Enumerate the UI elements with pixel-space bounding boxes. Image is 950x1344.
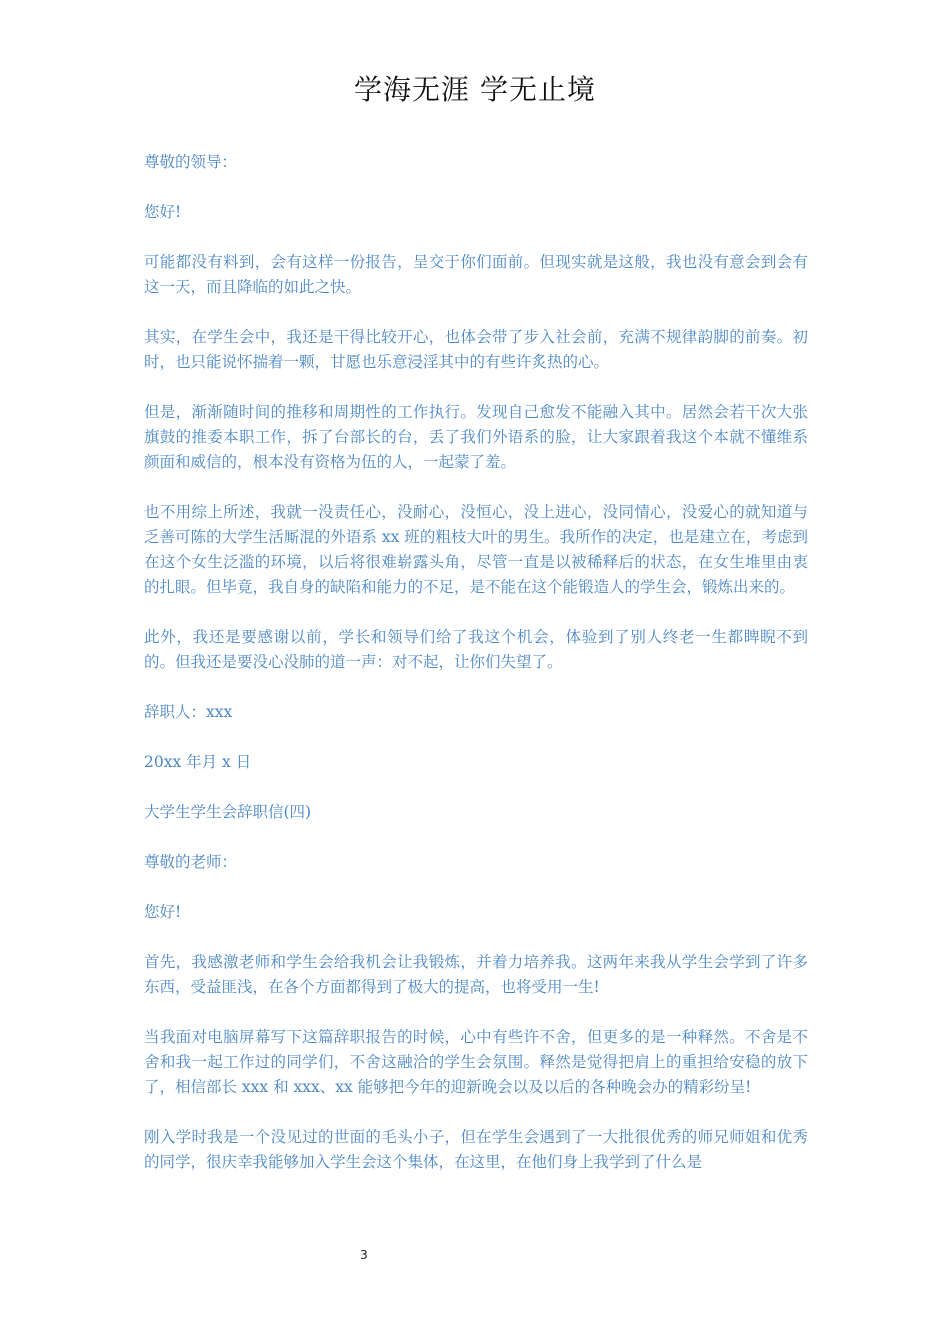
- salutation: 尊敬的老师：: [144, 853, 238, 871]
- greeting: 您好!: [144, 203, 182, 221]
- date-line: 20xx 年月 x 日: [144, 753, 252, 771]
- salutation: 尊敬的领导：: [144, 153, 238, 171]
- body-paragraph: 但是，渐渐随时间的推移和周期性的工作执行。发现自己愈发不能融入其中。居然会若干次大张旗鼓的推委本职工作，拆了台部长的台，丢了我们外语系的脸，让大家跟着我这个本就不懂维系颜面和威信的，根本没有资格为伍的人，一起蒙了羞。: [144, 403, 808, 471]
- section-title: 大学生学生会辞职信(四): [144, 803, 312, 821]
- page-number: 3: [360, 1248, 368, 1262]
- signature: 辞职人：xxx: [144, 703, 233, 721]
- greeting: 您好!: [144, 903, 182, 921]
- body-paragraph: 此外，我还是要感谢以前，学长和领导们给了我这个机会，体验到了别人终老一生都睥睨不到的。但我还是要没心没肺的道一声：对不起，让你们失望了。: [144, 628, 808, 671]
- document-body: [144, 150, 808, 1200]
- body-paragraph: 刚入学时我是一个没见过的世面的毛头小子，但在学生会遇到了一大批很优秀的师兄师姐和优秀的同学，很庆幸我能够加入学生会这个集体，在这里，在他们身上我学到了什么是: [144, 1128, 808, 1171]
- body-paragraph: 首先，我感激老师和学生会给我机会让我锻炼，并着力培养我。这两年来我从学生会学到了许多东西，受益匪浅，在各个方面都得到了极大的提高，也将受用一生!: [144, 953, 808, 996]
- body-paragraph: 也不用综上所述，我就一没责任心，没耐心，没恒心，没上进心，没同情心，没爱心的就知道与乏善可陈的大学生活厮混的外语系 xx 班的粗枝大叶的男生。我所作的决定，也是建立在，考虑到在这个女生泛滥的环境，以后将很难崭露头角，尽管一直是以被稀释后的状态，在女生堆里由衷的扎眼。但毕竟，我自身的缺陷和能力的不足，是不能在这个能锻造人的学生会，锻炼出来的。: [144, 503, 808, 596]
- body-paragraph: 其实，在学生会中，我还是干得比较开心，也体会带了步入社会前，充满不规律韵脚的前奏。初时，也只能说怀揣着一颗，甘愿也乐意浸淫其中的有些许炙热的心。: [144, 328, 808, 371]
- body-paragraph: 当我面对电脑屏幕写下这篇辞职报告的时候，心中有些许不舍，但更多的是一种释然。不舍是不舍和我一起工作过的同学们，不舍这融洽的学生会氛围。释然是觉得把肩上的重担给安稳的放下了，相信部长 xxx 和 xxx、xx 能够把今年的迎新晚会以及以后的各种晚会办的精彩纷呈!: [144, 1028, 808, 1096]
- body-paragraph: 可能都没有料到，会有这样一份报告，呈交于你们面前。但现实就是这般，我也没有意会到会有这一天，而且降临的如此之快。: [144, 253, 808, 296]
- page-header-title: 学海无涯 学无止境: [354, 73, 596, 106]
